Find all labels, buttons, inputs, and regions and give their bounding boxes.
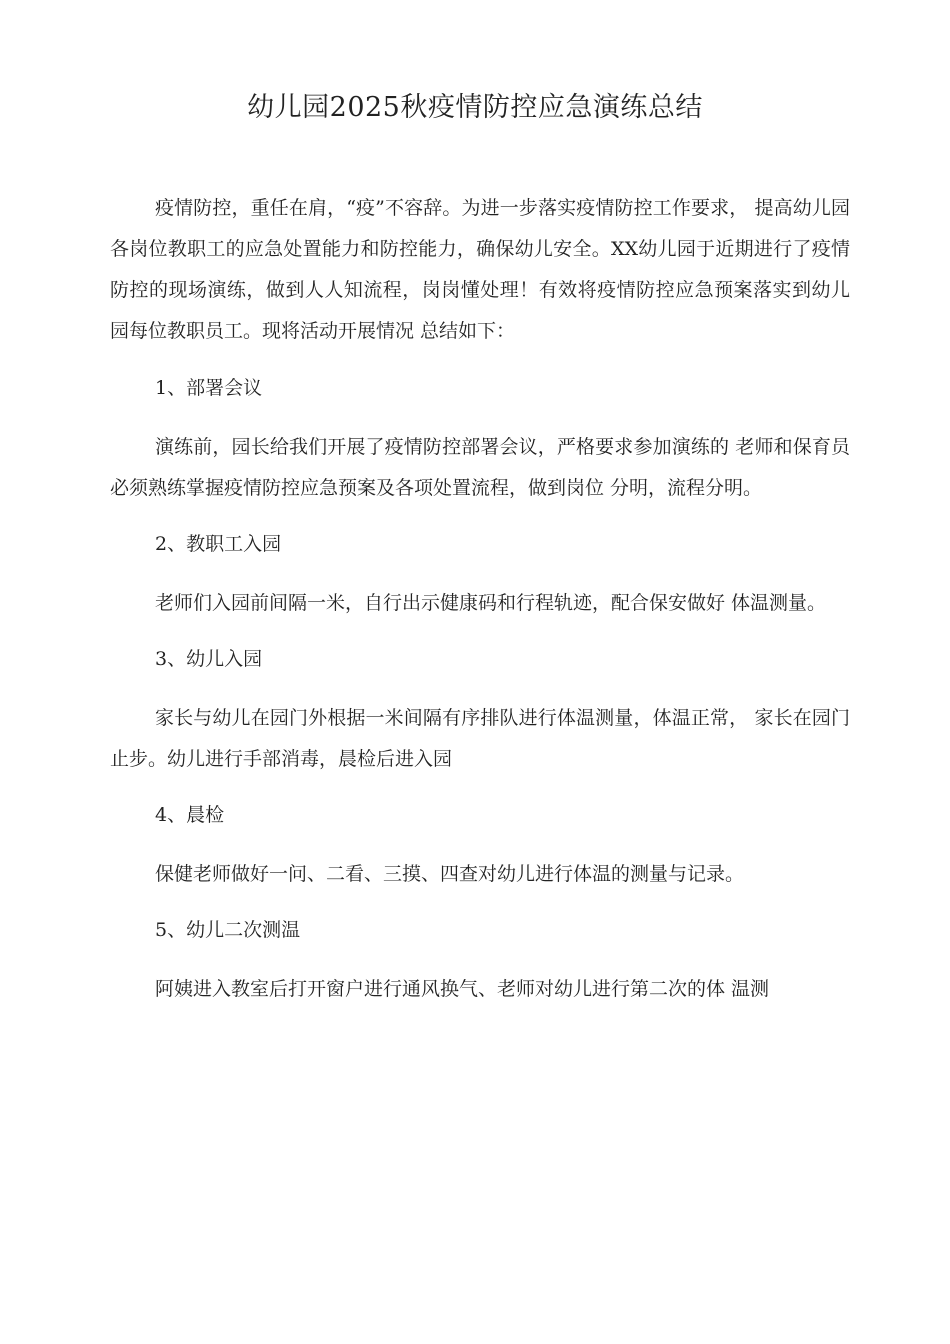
document-body [110,188,850,1010]
section-heading: 5、幼儿二次测温 [155,919,301,941]
section-heading: 2、教职工入园 [155,533,282,555]
section-heading: 3、幼儿入园 [155,648,263,670]
section-paragraph: 演练前，园长给我们开展了疫情防控部署会议，严格要求参加演练的 老师和保育员必须熟练掌握疫情防控应急预案及各项处置流程，做到岗位 分明，流程分明。 [110,436,850,499]
section-heading: 1、部署会议 [155,377,263,399]
section-paragraph: 老师们入园前间隔一米，自行出示健康码和行程轨迹，配合保安做好 体温测量。 [155,592,827,614]
section-heading: 4、晨检 [155,804,225,826]
section-paragraph: 阿姨进入教室后打开窗户进行通风换气、老师对幼儿进行第二次的体 温测 [155,978,770,1000]
section-paragraph: 保健老师做好一问、二看、三摸、四查对幼儿进行体温的测量与记录。 [155,863,745,885]
intro-paragraph: 疫情防控，重任在肩，“疫”不容辞。为进一步落实疫情防控工作要求， 提高幼儿园各岗位教职工的应急处置能力和防控能力，确保幼儿安全。XX幼儿园于近期进行了疫情防控的现场演练，做到人人知流程，岗岗懂处理！有效将疫情防控应急预案落实到幼儿园每位教职员工。现将活动开展情况 总结如下： [110,197,850,342]
section-paragraph: 家长与幼儿在园门外根据一米间隔有序排队进行体温测量，体温正常， 家长在园门止步。幼儿进行手部消毒，晨检后进入园 [110,707,850,770]
document-title: 幼儿园2025秋疫情防控应急演练总结 [247,92,703,123]
